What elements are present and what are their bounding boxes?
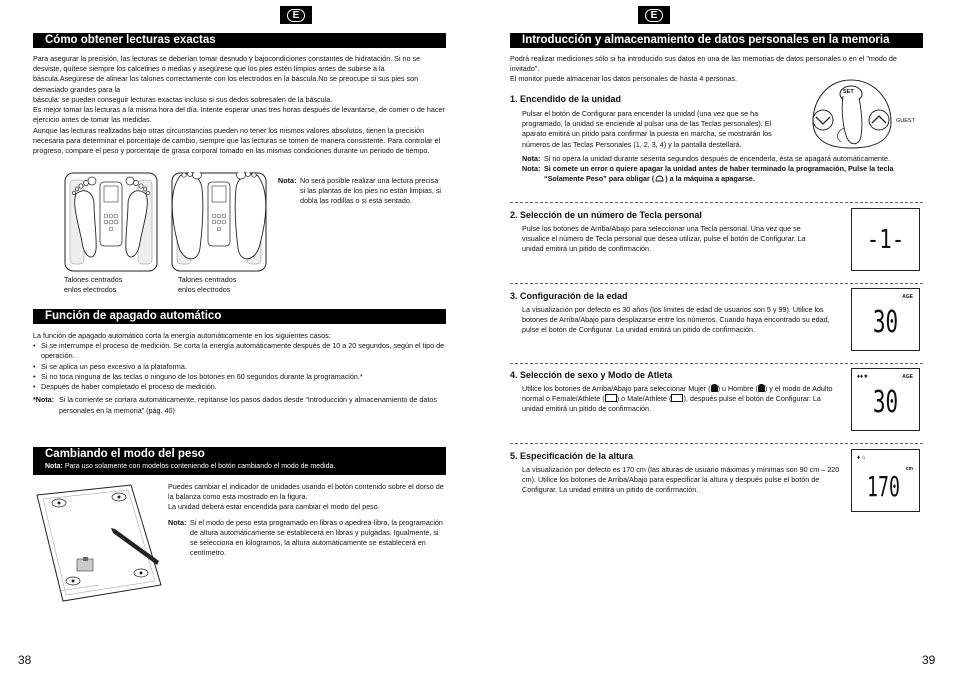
accurate-readings-text: Para asegurar la precisión, las lecturas se deberían tomar desnudo y bajocondiciones constantes de hidratación. Si no se desviste, quítese siempre los calcetines o medias y asegúrese que los pies estén limpios antes de subirse a la báscula.Asegúrese de alinear los talones correctamente con los electrodos en la báscula.No se preocupe si sus pies son demasiado grandes para la báscula: se pueden conseguir lecturas exactas incluso si sus dedos sobresalen de la báscula. Es mejor tomar las lecturas a la misma hora del día. Intente esperar unas tres horas después de levantarse, de comer o de hacer ejercicio antes de tomar las medidas. Aunque las lecturas realizadas bajo otras circunstancias pueden no tener los mismos valores absolutos, tienen la precisión necesaria para determinar el porcentaje de cambio, siempre que las lecturas se tomen de manera consistente. Para controlar el progreso, compare el peso y porcentaje de grasa corporal tomado en las mismas condiciones durante un periodo de tiempo. — [33, 54, 445, 155]
right-page — [477, 0, 954, 677]
step-1-title: 1. Encendido de la unidad — [510, 94, 622, 104]
feet-note: Nota: No será posible realizar una lectura precisa si las plantas de los pies no están limpias, si dobla las rodillas o si está sentado. — [278, 176, 442, 206]
step-2-text: Pulse los botones de Arriba/Abajo para seleccionar una Tecla personal. Una vez que se visualice el número de Tecla personal que desea utilizar, pulse el botón de Configurar. La unidad emitirá un pitido de confirmación. — [522, 224, 806, 254]
sex-indicator-icon: ♦ ⌂ — [857, 455, 866, 461]
set-button-label: SET — [843, 89, 854, 95]
scale-back-illustration — [33, 481, 165, 605]
section-header-auto-off: Función de apagado automático — [33, 309, 446, 324]
control-panel-illustration — [807, 76, 922, 152]
language-badge: E — [280, 6, 312, 24]
divider — [510, 443, 923, 444]
page-number-left: 38 — [18, 653, 32, 667]
step-5-text: La visualización por defecto es 170 cm (las alturas de usuario máximas y mínimas son 90 cm – 220 cm). Utilice los botones de Arriba/Abajo para especificar la altura y después pulse el botón de Configurar. La unidad emitirá un pitido de confirmación. — [522, 465, 840, 495]
step-3-title: 3. Configuración de la edad — [510, 291, 628, 301]
guest-label: GUEST — [896, 118, 915, 124]
section-header-weight-mode: Cambiando el modo del peso Nota: Para uso solamente con modelos conteniendo el botón cambiando el modo de medida. — [33, 447, 446, 475]
section-header-accurate-readings: Cómo obtener lecturas exactas — [33, 33, 446, 48]
divider — [510, 283, 923, 284]
divider — [510, 363, 923, 364]
display-sex-mode: ♦♦★ AGE 30 — [851, 368, 920, 431]
step-1-text: Pulsar el botón de Configurar para encender la unidad (una vez que se ha programado, la unidad se enciende al pulsar una de las Teclas personales). El aparato emitirá un pitido para confirmar la puesta en marcha, se mostrarán los números de las Teclas Personales (1, 2, 3, 4) y la pantalla destellará. — [522, 109, 772, 149]
page-number-right: 39 — [922, 653, 936, 667]
step-5-title: 5. Especificación de la altura — [510, 451, 634, 461]
section-header-personal-data: Introducción y almacenamiento de datos personales en la memoria — [510, 33, 923, 48]
female-athlete-icon — [605, 394, 617, 402]
weight-mode-text: Puedes cambiar el indicador de unidades usando el botón contenido sobre el dorso de la balanza como esta mostrado en la figura. La unidad deberá estar encendida para cambiar el modo del peso. Nota: Si el modo de peso esta programado en libras o apedrea-libra, la programación de altura automáticamente se establecerá en libras y pulgadas. Igualmente, si se selecciona en kilogramos, la altura automáticamente se establecerá en centímetro. — [168, 482, 444, 558]
display-age: AGE 30 — [851, 288, 920, 351]
female-icon — [711, 384, 718, 392]
display-user-number: -1- — [851, 208, 920, 271]
auto-off-text: La función de apagado automático corta la energía automáticamente en los siguientes casos: • Si se interrumpe el proceso de medición. Se corta la energía automáticamente después de 10 a 20 segundos, según el tipo de operación. • Si se aplica un peso excesivo a la plataforma. • Si no toca ninguna de las teclas o ninguno de los botones en 60 segundos durante la programación.* • Después de haber completado el proceso de medición. *Nota: Si la corriente se cortara automáticamente, repítanse los pasos dados desde “Introducción y almacenamiento de datos personales en la memoria” (pág. 40) — [33, 331, 446, 416]
male-athlete-icon — [671, 394, 683, 402]
feet-on-scale-illustration — [64, 172, 268, 274]
athlete-indicator-icon: ♦♦★ — [857, 374, 869, 380]
language-badge: E — [638, 6, 670, 24]
step-4-title: 4. Selección de sexo y Modo de Atleta — [510, 370, 673, 380]
step-4-text: Utilice los botones de Arriba/Abajo para seleccionar Mujer ( ) u Hombre ( ) y el modo de Adulto normal o Female/Athlete ( ) o Male/Athlete ( ), después pulse el botón de Configurar. La unidad emitirá un pitido de confirmación. — [522, 384, 833, 414]
feet-caption-2: Talones centrados enlos electrodos — [178, 275, 237, 295]
divider — [510, 202, 923, 203]
personal-data-intro: Podrá realizar mediciones sólo si ha introducido sus datos en una de las memorias de datos personales o en el "modo de invitado". El monitor puede almacenar los datos personales de hasta 4 personas. — [510, 54, 897, 84]
step-1-notes: Nota: Si no opera la unidad durante sesenta segundos después de encenderla, ésta se apagará automáticamente. Nota: Si comete un error o quiere apagar la unidad antes de haber terminado la programación, Pulse la tecla “Solamente Peso” para obligar ( ) a la máquina a apagarse. — [522, 154, 894, 184]
step-3-text: La visualización por defecto es 30 años (los límites de edad de usuarios son 5 y 99). Utilice los botones de Arriba/Abajo para desplazarse entre los números. Cuando haya encontrado su edad, pulse el botón de Configurar. La unidad emitirá un pitido de confirmación. — [522, 305, 830, 335]
display-height: ♦ ⌂ cm 170 — [851, 449, 920, 512]
weight-only-key-icon — [655, 175, 664, 182]
step-2-title: 2. Selección de un número de Tecla personal — [510, 210, 702, 220]
feet-caption-1: Talones centrados enlos electrodos — [64, 275, 123, 295]
male-icon — [758, 384, 765, 392]
